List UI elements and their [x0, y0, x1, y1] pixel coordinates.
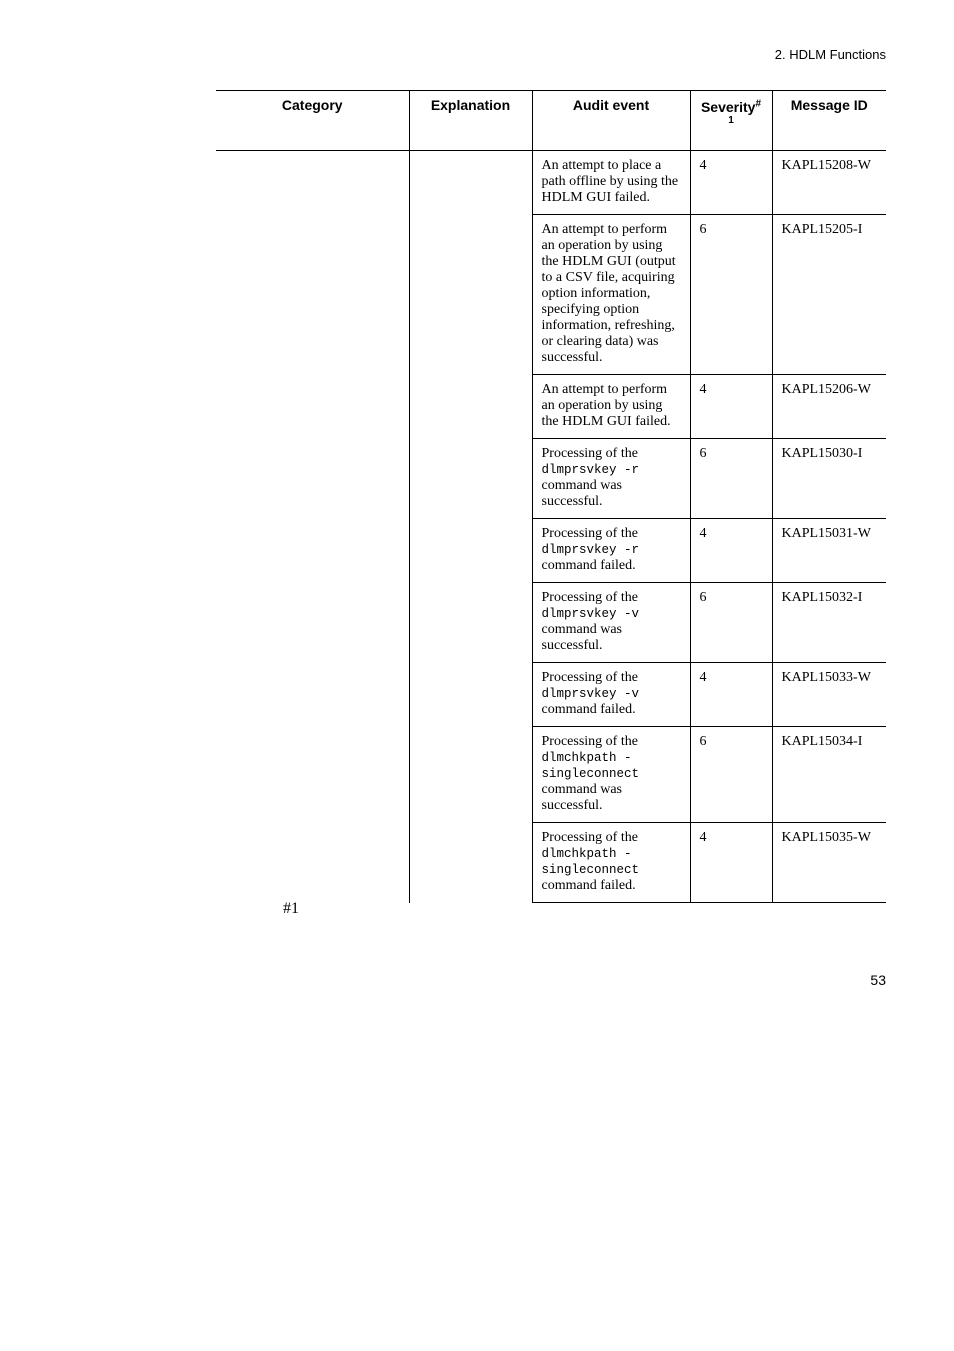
event-text: command failed. [541, 702, 636, 717]
running-header: 2. HDLM Functions [774, 47, 886, 62]
event-text: An attempt to perform an operation by using the HDLM GUI failed. [541, 382, 671, 429]
command-text: dlmprsvkey -r [541, 543, 640, 557]
event-text: Processing of the [541, 446, 638, 461]
event-text: Processing of the [541, 734, 638, 749]
severity-cell: 4 [690, 519, 772, 583]
message-id-cell: KAPL15033-W [772, 663, 886, 727]
command-text: dlmprsvkey -v [541, 687, 640, 701]
column-header-explanation: Explanation [409, 91, 532, 151]
severity-cell: 6 [690, 215, 772, 375]
event-text: command was successful. [541, 782, 622, 813]
category-cell [216, 151, 409, 903]
footnote: #1 [283, 900, 299, 917]
audit-event-cell [532, 727, 690, 823]
event-text: command failed. [541, 878, 636, 893]
message-id-cell: KAPL15206-W [772, 375, 886, 439]
table-header-row [216, 91, 886, 151]
audit-event-cell [532, 583, 690, 663]
audit-event-cell [532, 663, 690, 727]
table-body [216, 151, 886, 903]
message-id-cell: KAPL15032-I [772, 583, 886, 663]
audit-event-cell [532, 375, 690, 439]
message-id-cell: KAPL15031-W [772, 519, 886, 583]
event-text: command failed. [541, 558, 636, 573]
event-text: Processing of the [541, 526, 638, 541]
severity-footnote-number: 1 [728, 115, 734, 126]
event-text: Processing of the [541, 590, 638, 605]
audit-event-cell [532, 439, 690, 519]
audit-event-cell [532, 215, 690, 375]
column-header-message-id: Message ID [772, 91, 886, 151]
event-text: command was successful. [541, 478, 622, 509]
message-id-cell: KAPL15205-I [772, 215, 886, 375]
severity-cell: 6 [690, 439, 772, 519]
severity-cell: 4 [690, 823, 772, 903]
severity-cell: 6 [690, 727, 772, 823]
message-id-cell: KAPL15030-I [772, 439, 886, 519]
command-text: dlmchkpath -singleconnect [541, 751, 640, 781]
message-id-cell: KAPL15034-I [772, 727, 886, 823]
command-text: dlmprsvkey -r [541, 463, 640, 477]
command-text: dlmprsvkey -v [541, 607, 640, 621]
explanation-cell [409, 151, 532, 903]
message-id-cell: KAPL15208-W [772, 151, 886, 215]
event-text: command was successful. [541, 622, 622, 653]
severity-label: Severity [700, 99, 756, 115]
event-text: An attempt to perform an operation by using the HDLM GUI (output to a CSV file, acquiring option information, specifying option information, refreshing, or clearing data) was successful. [541, 222, 676, 365]
event-text: Processing of the [541, 830, 638, 845]
table-row [216, 151, 886, 215]
severity-cell: 4 [690, 663, 772, 727]
audit-event-cell [532, 823, 690, 903]
message-id-cell: KAPL15035-W [772, 823, 886, 903]
audit-event-cell [532, 519, 690, 583]
event-text: An attempt to place a path offline by using the HDLM GUI failed. [541, 158, 679, 205]
severity-cell: 4 [690, 151, 772, 215]
severity-cell: 4 [690, 375, 772, 439]
page-number: 53 [870, 972, 886, 988]
command-text: dlmchkpath -singleconnect [541, 847, 640, 877]
column-header-category: Category [281, 97, 343, 113]
event-text: Processing of the [541, 670, 638, 685]
severity-cell: 6 [690, 583, 772, 663]
column-header-audit-event: Audit event [532, 91, 690, 151]
audit-event-cell [532, 151, 690, 215]
severity-footnote-marker: # [755, 98, 762, 110]
audit-event-table [216, 90, 886, 903]
column-header-severity [690, 91, 772, 151]
